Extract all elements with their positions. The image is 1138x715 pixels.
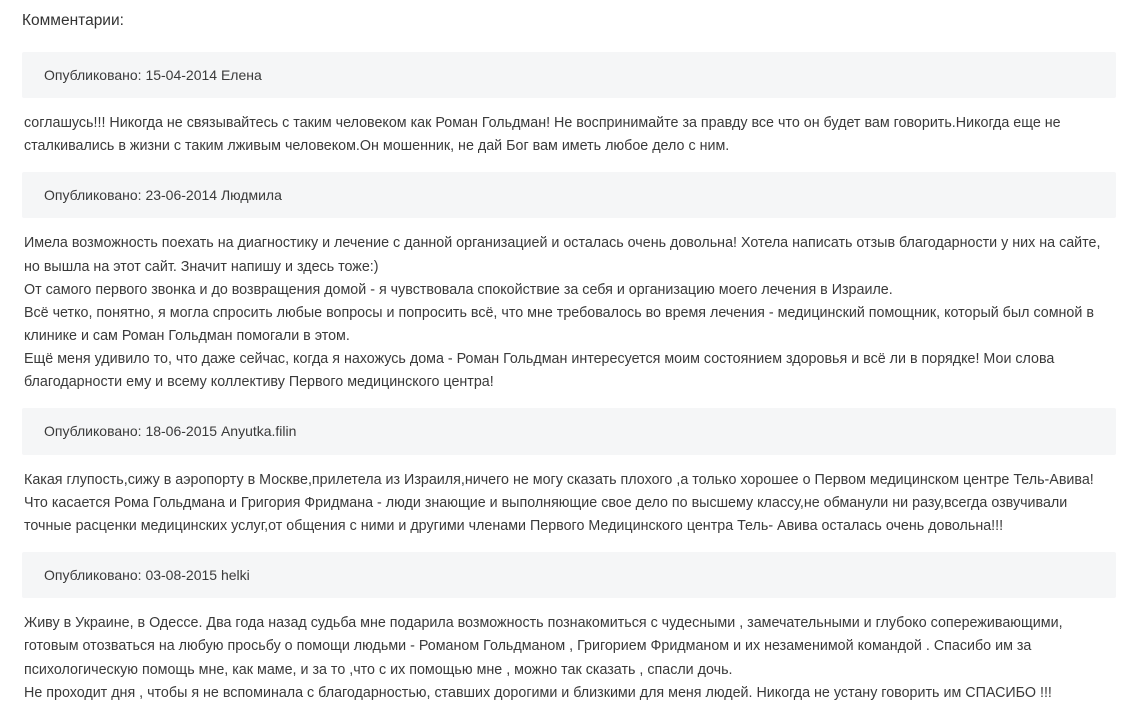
comment-meta: Опубликовано: 15-04-2014 Елена [22, 52, 1116, 98]
comment-meta: Опубликовано: 23-06-2014 Людмила [22, 172, 1116, 218]
comment-paragraph: От самого первого звонка и до возвращения домой - я чувствовала спокойствие за себя и организацию моего лечения в Израиле. [24, 281, 893, 298]
comment-text [22, 232, 1116, 394]
comment-item [22, 172, 1116, 394]
comment-text [22, 469, 1116, 538]
comment-paragraph: Какая глупость,сижу в аэропорту в Москве,прилетела из Израиля,ничего не могу сказать плохого ,а только хорошее о Первом медицинском центре Тель-Авива!Что касается Рома Гольдмана и Григория Фридмана - люди знающие и выполняющие свое дело по высшему классу,не обманули ни разу,всегда озвучивали точные расценки медицинских услуг,от общения с ними и другими членами Первого Медицинского центра Тель- Авива осталась очень довольна!!! [24, 471, 1094, 534]
comment-meta: Опубликовано: 18-06-2015 Anyutka.filin [22, 408, 1116, 454]
comments-section-title: Комментарии: [22, 12, 124, 29]
comment-paragraph: Живу в Украине, в Одессе. Два года назад судьба мне подарила возможность познакомиться с чудесными , замечательными и глубоко сопереживающими, готовым отозваться на любую просьбу о помощи людьми - Романом Гольдманом , Григорием Фридманом и их незаменимой командой . Спасибо им за психологическую помощь мне, как маме, и за то ,что с их помощью мне , можно так сказать , спасли дочь. [24, 615, 1063, 678]
comment-paragraph: Имела возможность поехать на диагностику и лечение с данной организацией и осталась очень довольна! Хотела написать отзыв благодарности у них на сайте, но вышла на этот сайт. Значит напишу и здесь тоже:) [24, 235, 1101, 275]
comment-paragraph: Не проходит дня , чтобы я не вспоминала с благодарностью, ставших дорогими и близкими для меня людей. Никогда не устану говорить им СПАСИБО !!! [24, 684, 1052, 701]
comment-text [22, 612, 1116, 705]
comment-item [22, 52, 1116, 159]
comment-paragraph: соглашусь!!! Никогда не связывайтесь с таким человеком как Роман Гольдман! Не воспринимайте за правду все что он будет вам говорить.Никогда еще не сталкивались в жизни с таким лживым человеком.Он мошенник, не дай Бог вам иметь любое дело с ним. [24, 114, 1061, 155]
comment-paragraph: Всё четко, понятно, я могла спросить любые вопросы и попросить всё, что мне требовалось во время лечения - медицинский помощник, который был сомной в клинике и сам Роман Гольдман помогали в этом. [24, 304, 1094, 344]
comment-paragraph: Ещё меня удивило то, что даже сейчас, когда я нахожусь дома - Роман Гольдман интересуется моим состоянием здоровья и всё ли в порядке! Мои слова благодарности ему и всему коллективу Первого медицинского центра! [24, 351, 1055, 391]
comment-meta: Опубликовано: 03-08-2015 helki [22, 552, 1116, 598]
comment-text [22, 112, 1116, 158]
comment-item [22, 552, 1116, 705]
comment-item [22, 408, 1116, 538]
